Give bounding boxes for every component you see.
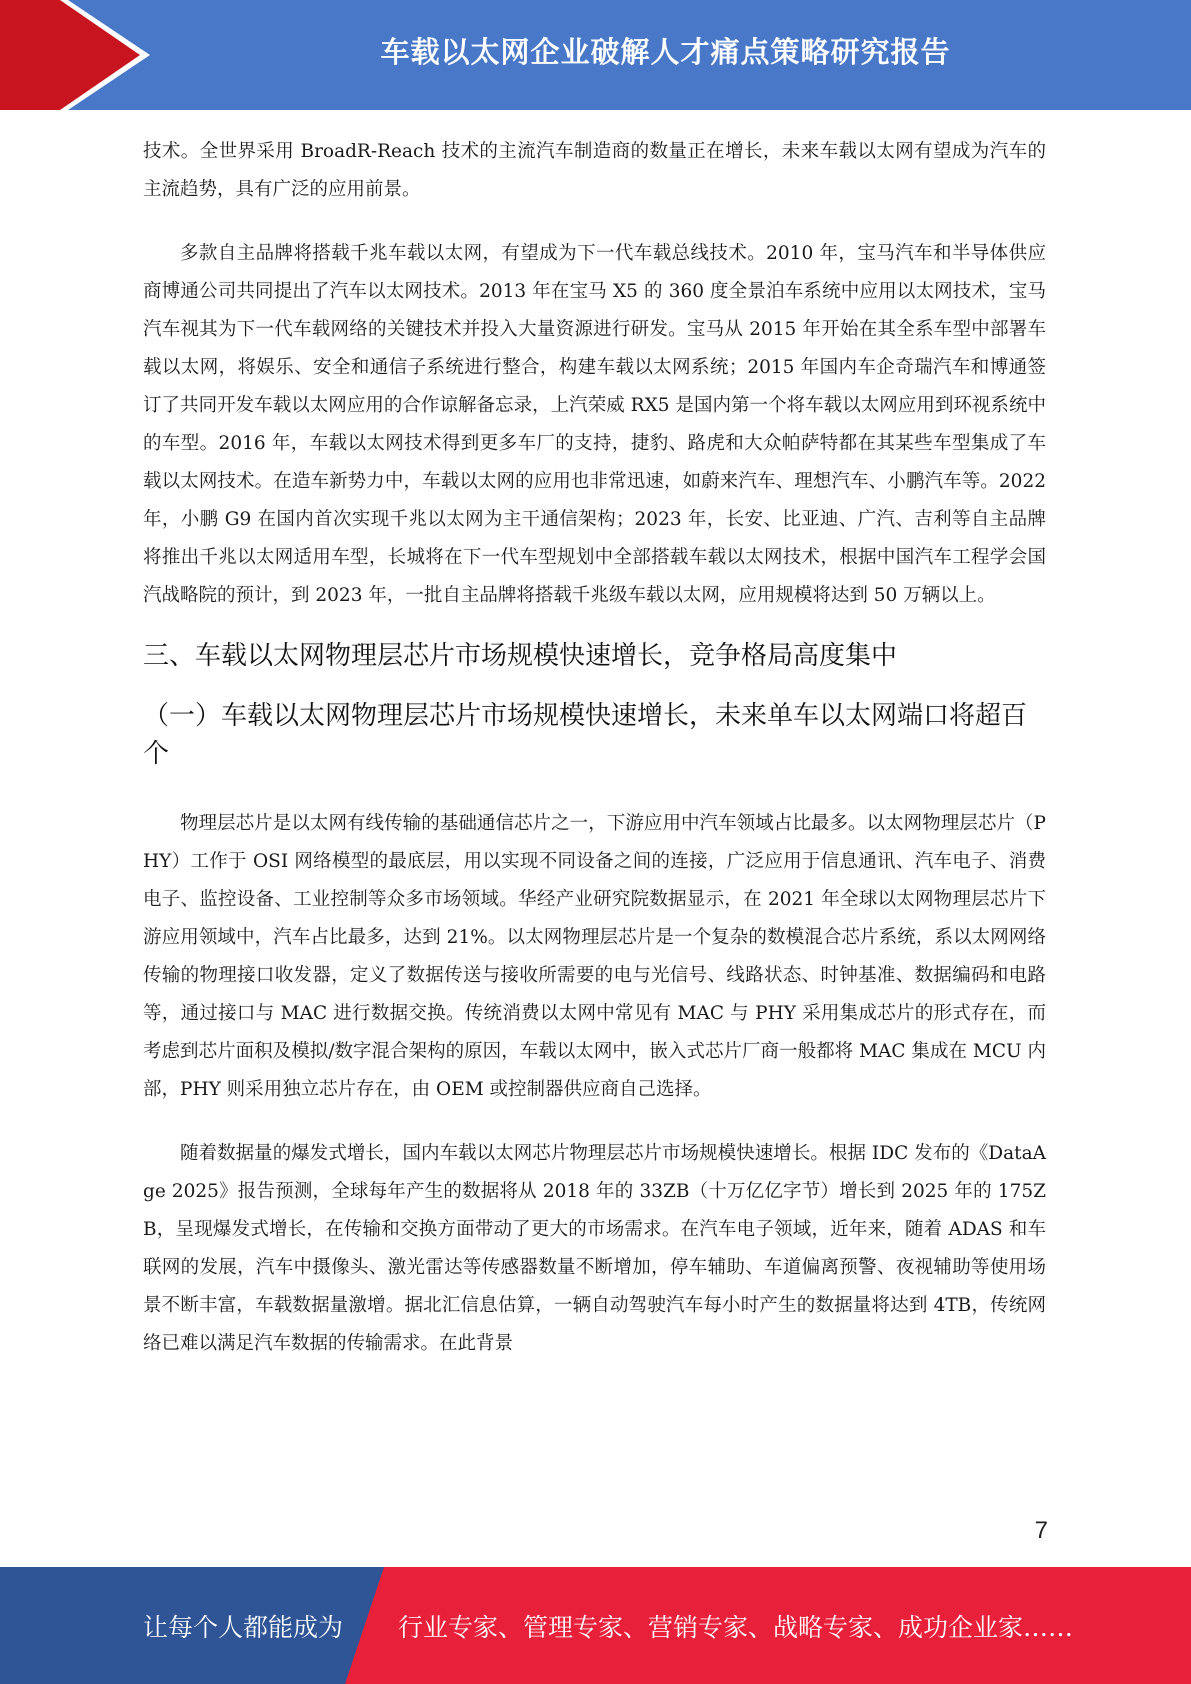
page-number: 7 xyxy=(1034,1517,1048,1544)
paragraph-brands: 多款自主品牌将搭载千兆车载以太网，有望成为下一代车载总线技术。2010 年，宝马汽车和半导体供应商博通公司共同提出了汽车以太网技术。2013 年在宝马 X5 的 360 度全景泊车系统中应用以太网技术，宝马汽车视其为下一代车载网络的关键技术并投入大量资源进行研发。宝马从 2015 年开始在其全系车型中部署车载以太网，将娱乐、安全和通信子系统进行整合，构建车载以太网系统；2015 年国内车企奇瑞汽车和博通签订了共同开发车载以太网应用的合作谅解备忘录，上汽荣威 RX5 是国内第一个将车载以太网应用到环视系统中的车型。2016 年，车载以太网技术得到更多车厂的支持，捷豹、路虎和大众帕萨特都在其某些车型集成了车载以太网技术。在造车新势力中，车载以太网的应用也非常迅速，如蔚来汽车、理想汽车、小鹏汽车等。2022 年，小鹏 G9 在国内首次实现千兆以太网为主干通信架构；2023 年，长安、比亚迪、广汽、吉利等自主品牌将推出千兆以太网适用车型，长城将在下一代车型规划中全部搭载车载以太网技术，根据中国汽车工程学会国汽战略院的预计，到 2023 年，一批自主品牌将搭载千兆级车载以太网，应用规模将达到 50 万辆以上。 xyxy=(143,243,1046,606)
page-footer xyxy=(0,1567,1191,1684)
section-heading: 三、车载以太网物理层芯片市场规模快速增长，竞争格局高度集中 xyxy=(143,641,898,671)
page-header xyxy=(0,0,1191,110)
chevron-arrow-icon xyxy=(0,0,160,110)
paragraph-phy: 物理层芯片是以太网有线传输的基础通信芯片之一，下游应用中汽车领域占比最多。以太网物理层芯片（PHY）工作于 OSI 网络模型的最底层，用以实现不同设备之间的连接，广泛应用于信息通讯、汽车电子、消费电子、监控设备、工业控制等众多市场领域。华经产业研究院数据显示，在 2021 年全球以太网物理层芯片下游应用领域中，汽车占比最多，达到 21%。以太网物理层芯片是一个复杂的数模混合芯片系统，系以太网网络传输的物理接口收发器，定义了数据传送与接收所需要的电与光信号、线路状态、时钟基准、数据编码和电路等，通过接口与 MAC 进行数据交换。传统消费以太网中常见有 MAC 与 PHY 采用集成芯片的形式存在，而考虑到芯片面积及模拟/数字混合架构的原因，车载以太网中，嵌入式芯片厂商一般都将 MAC 集成在 MCU 内部，PHY 则采用独立芯片存在，由 OEM 或控制器供应商自己选择。 xyxy=(143,813,1046,1100)
footer-slogan-right: 行业专家、管理专家、营销专家、战略专家、成功企业家…… xyxy=(398,1612,1074,1642)
document-body xyxy=(143,133,1046,1363)
paragraph-data-growth: 随着数据量的爆发式增长，国内车载以太网芯片物理层芯片市场规模快速增长。根据 IDC 发布的《DataAge 2025》报告预测，全球每年产生的数据将从 2018 年的 33ZB（十万亿亿字节）增长到 2025 年的 175ZB，呈现爆发式增长，在传输和交换方面带动了更大的市场需求。在汽车电子领域，近年来，随着 ADAS 和车联网的发展，汽车中摄像头、激光雷达等传感器数量不断增加，停车辅助、车道偏离预警、夜视辅助等使用场景不断丰富，车载数据量激增。据北汇信息估算，一辆自动驾驶汽车每小时产生的数据量将达到 4TB，传统网络已难以满足汽车数据的传输需求。在此背景 xyxy=(143,1143,1046,1354)
report-title: 车载以太网企业破解人才痛点策略研究报告 xyxy=(380,34,951,69)
paragraph-continued: 技术。全世界采用 BroadR-Reach 技术的主流汽车制造商的数量正在增长，未来车载以太网有望成为汽车的主流趋势，具有广泛的应用前景。 xyxy=(143,141,1046,200)
footer-slogan-left: 让每个人都能成为 xyxy=(143,1612,344,1642)
subsection-heading: （一）车载以太网物理层芯片市场规模快速增长，未来单车以太网端口将超百个 xyxy=(143,701,1028,769)
